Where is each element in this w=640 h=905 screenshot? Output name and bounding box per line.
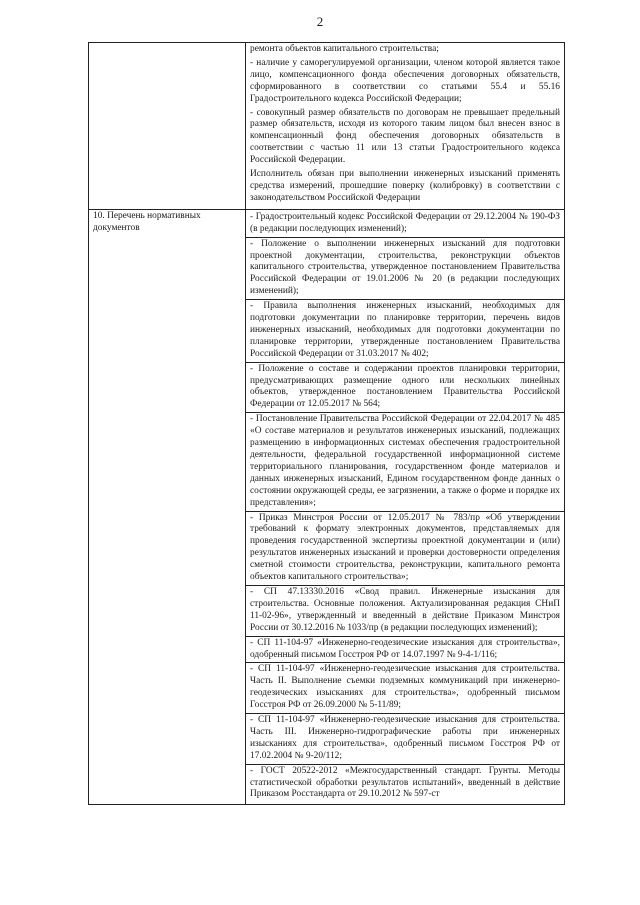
page-number: 2 — [316, 14, 324, 29]
table-row-continued — [89, 43, 565, 210]
list-item: - Положение о выполнении инженерных изысканий для подготовки проектной документации, строительства, реконструкции объектов капитального строительства, утвержденное постановлением Правительства Российской Федерации от 19.01.2006 № 20 (в редакции последующих изменений); — [246, 237, 564, 300]
list-item: - СП 47.13330.2016 «Свод правил. Инженерные изыскания для строительства. Основные положения. Актуализированная редакция СНиП 11-02-96», утвержденный и введенный в действие Приказом Минстроя России от 30.12.2016 № 1033/пр (в редакции последующих изменений); — [246, 585, 564, 636]
row-label: 10. Перечень нормативных документов — [89, 209, 246, 805]
requirements-table — [88, 42, 565, 805]
list-item: - СП 11-104-97 «Инженерно-геодезические изыскания для строительства», одобренный письмом Госстроя РФ от 14.07.1997 № 9-4-1/116; — [246, 636, 564, 663]
list-item: - СП 11-104-97 «Инженерно-геодезические изыскания для строительства. Часть II. Выполнение съемки подземных коммуникаций при инженерно-геодезических изысканиях для строительства», одобренный письмом Госстроя РФ от 26.09.2000 № 5-11/89; — [246, 662, 564, 713]
paragraph: ремонта объектов капитального строительства; — [250, 44, 439, 54]
paragraph: Исполнитель обязан при выполнении инженерных изысканий применять средства измерений, прошедшие поверку (колибровку) в соответствии с законодательством Российской Федерации — [250, 169, 560, 203]
list-item: - СП 11-104-97 «Инженерно-геодезические изыскания для строительства. Часть III. Инженерно-гидрографические работы при инженерных изысканиях для строительства», одобренный письмом Госстроя РФ от 17.02.2004 № 9-20/112; — [246, 713, 564, 764]
normative-documents-list — [246, 209, 565, 805]
list-item: - Правила выполнения инженерных изысканий, необходимых для подготовки документации по планировке территории, перечень видов инженерных изысканий, необходимых для подготовки документации по планировке территории, утвержденные постановлением Правительства Российской Федерации от 31.03.2017 № 402; — [246, 299, 564, 362]
row-label-empty — [89, 43, 246, 210]
list-item: - Приказ Минстроя России от 12.05.2017 № 783/пр «Об утверждении требований к формату электронных документов, представляемых для проведения государственной экспертизы проектной документации и (или) результатов инженерных изысканий и проверки достоверности определения сметной стоимости строительства, реконструкции, капитального ремонта объектов капитального строительства»; — [246, 511, 564, 585]
row-content — [246, 43, 565, 210]
paragraph: - совокупный размер обязательств по договорам не превышает предельный размер обязательств, исходя из которого таким лицом был внесен взнос в компенсационный фонд обеспечения договорных обязательств в соответствии с частью 11 или 13 статьи Градостроительного кодекса Российской Федерации. — [250, 107, 560, 166]
paragraph: - наличие у саморегулируемой организации, членом которой является такое лицо, компенсационного фонда обеспечения договорных обязательств, сформированного в соответствии со статьями 55.4 и 55.16 Градостроительного кодекса Российской Федерации; — [250, 57, 560, 104]
list-item: - ГОСТ 20522-2012 «Межгосударственный стандарт. Грунты. Методы статистической обработки результатов испытаний», введенный в действие Приказом Росстандарта от 29.10.2012 № 597-ст — [246, 764, 564, 803]
list-item: - Градостроительный кодекс Российской Федерации от 29.12.2004 № 190-ФЗ (в редакции последующих изменений); — [250, 211, 560, 234]
list-item: - Постановление Правительства Российской Федерации от 22.04.2017 № 485 «О составе материалов и результатов инженерных изысканий, подлежащих размещению в информационных системах обеспечения градостроительной деятельности, федеральной государственной информационной системе территориального планирования, государственном фонде материалов и данных инженерных изысканий, Едином государственном фонде данных о состоянии окружающей среды, ее загрязнении, а также о форме и порядке их представления»; — [246, 412, 564, 510]
list-item: - Положение о составе и содержании проектов планировки территории, предусматривающих размещение одного или нескольких линейных объектов, утвержденное постановлением Правительства Российской Федерации от 12.05.2017 № 564; — [246, 362, 564, 413]
table-row-normative-documents — [89, 209, 565, 805]
